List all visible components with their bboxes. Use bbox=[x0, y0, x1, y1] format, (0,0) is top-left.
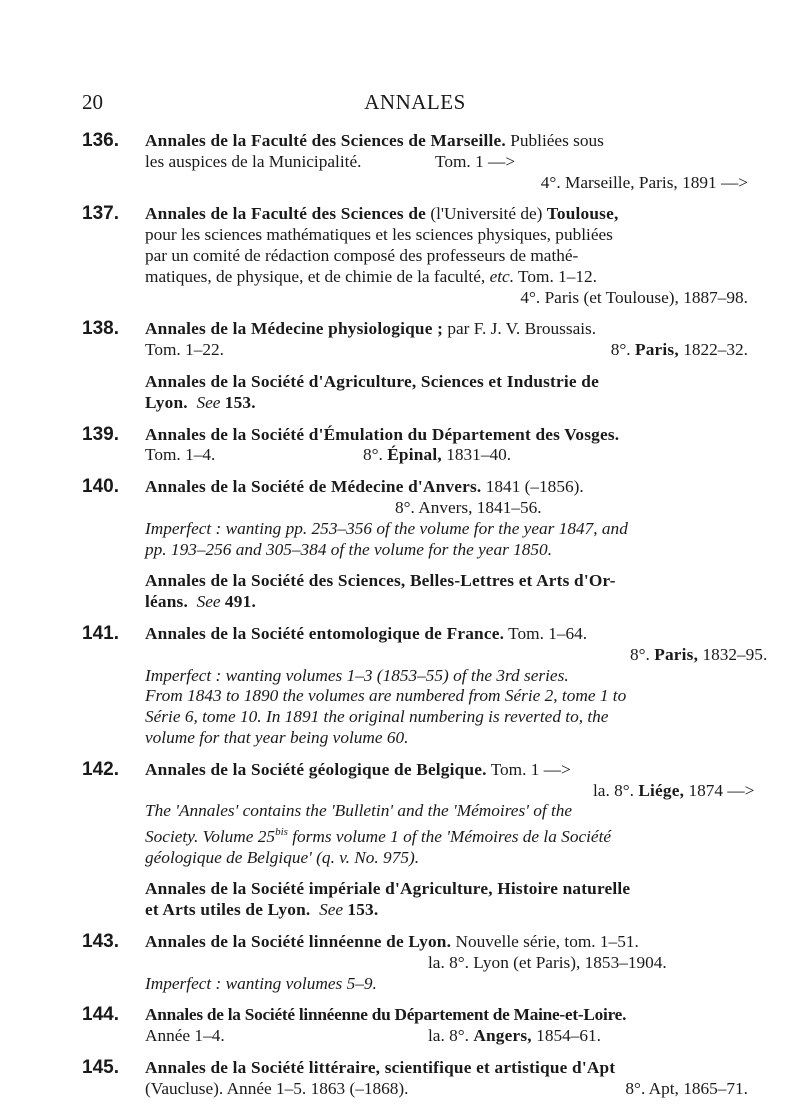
entry-number: 144. bbox=[82, 1004, 119, 1026]
entry-144 bbox=[82, 1005, 748, 1047]
note: The 'Annales' contains the 'Bulletin' and the 'Mémoires' of the bbox=[145, 801, 573, 821]
entry-number: 142. bbox=[82, 758, 119, 780]
imprint: Année 1–4. la. 8°. Angers, 1854–61. bbox=[145, 1026, 601, 1046]
imprint: la. 8°. Lyon (et Paris), 1853–1904. bbox=[428, 952, 667, 972]
entry-title: Annales de la Médecine physiologique ; bbox=[145, 319, 444, 339]
note: Imperfect : wanting volumes 1–3 (1853–55) of the 3rd series. bbox=[145, 665, 569, 685]
imprint: Tom. 1–22. 8°. Paris, 1822–32. bbox=[145, 340, 748, 360]
entry-141: 141. Annales de la Société entomologique de France. Tom. 1–64. 8°. Paris, 1832–95. Imperfect : wanting volumes 1–3 (1853–55) of the 3rd series. From 1843 to 1890 the volumes are numbered from Série 2, tome 1 to Série 6, tome 10. In 1891 the original numbering is reverted to, the volume for that year being volume 60. bbox=[82, 622, 768, 747]
imprint: 8°. Paris, 1832–95. bbox=[630, 644, 768, 664]
note: Imperfect : wanting pp. 253–356 of the volume for the year 1847, and bbox=[145, 518, 628, 538]
entry-title: Annales de la Société impériale d'Agriculture, Histoire naturelle bbox=[145, 879, 631, 899]
entry-title: Annales de la Société de Médecine d'Anvers. bbox=[145, 477, 482, 497]
entry-140: 140. Annales de la Société de Médecine d'Anvers. 1841 (–1856). 8°. Anvers, 1841–56. Imperfect : wanting pp. 253–356 of the volume for the year 1847, and pp. 193–256 and 305–384 of the volume for the year 1850. bbox=[82, 477, 748, 560]
imprint: Tom. 1–4. 8°. Épinal, 1831–40. bbox=[145, 445, 512, 465]
entry-137: 137. Annales de la Faculté des Sciences de (l'Université de) Toulouse, pour les sciences mathématiques et les sciences physiques, publiées par un comité de rédaction composé des professeurs de mathé- matiques, de physique, et de chimie de la faculté, etc. Tom. 1–12. 4°. Paris (et Toulouse), 1887–98. bbox=[82, 203, 748, 307]
cross-reference: Annales de la Société d'Agriculture, Sciences et Industrie de Lyon. See 153. bbox=[82, 372, 748, 414]
entry-number: 141. bbox=[82, 622, 119, 644]
catalogue-body bbox=[82, 130, 768, 1100]
entry-title: Annales de la Faculté des Sciences de Marseille. bbox=[145, 131, 506, 150]
entry-title: Annales de la Société d'Émulation du Département des Vosges. bbox=[145, 424, 620, 444]
entry-title: Annales de la Société linnéenne de Lyon. bbox=[145, 932, 452, 952]
entry-title: Annales de la Faculté des Sciences de bbox=[145, 204, 427, 224]
note: pp. 193–256 and 305–384 of the volume for the year 1850. bbox=[145, 539, 553, 559]
entry-139 bbox=[82, 425, 748, 467]
entry-title: Annales de la Société entomologique de France. bbox=[145, 623, 505, 643]
cross-reference: Annales de la Société impériale d'Agriculture, Histoire naturelle et Arts utiles de Lyon. See 153. bbox=[82, 879, 748, 921]
entry-number: 136. bbox=[82, 130, 119, 151]
note: From 1843 to 1890 the volumes are numbered from Série 2, tome 1 to bbox=[145, 686, 627, 706]
entry-number: 139. bbox=[82, 423, 119, 445]
entry-number: 138. bbox=[82, 318, 119, 340]
entry-text: Annales de la Faculté des Sciences de Marseille. Publiées sous bbox=[145, 131, 604, 150]
imprint: la. 8°. Liége, 1874 —> bbox=[593, 780, 755, 800]
entry-number: 137. bbox=[82, 203, 119, 225]
entry-title: Annales de la Société linnéenne du Département de Maine-et-Loire. bbox=[145, 1005, 627, 1025]
page-header bbox=[82, 90, 748, 116]
entry-143: 143. Annales de la Société linnéenne de Lyon. Nouvelle série, tom. 1–51. la. 8°. Lyon (et Paris), 1853–1904. Imperfect : wanting volumes 5–9. bbox=[82, 932, 748, 994]
entry-138: 138. Annales de la Médecine physiologique ; par F. J. V. Broussais. Tom. 1–22. 8°. Paris, 1822–32. bbox=[82, 318, 748, 360]
imprint: 8°. Apt, 1865–71. bbox=[625, 1078, 748, 1098]
note: volume for that year being volume 60. bbox=[145, 727, 409, 747]
running-title: ANNALES bbox=[364, 90, 466, 114]
imprint: 4°. Paris (et Toulouse), 1887–98. bbox=[520, 287, 748, 307]
imprint: 8°. Anvers, 1841–56. bbox=[395, 497, 542, 517]
note: Série 6, tome 10. In 1891 the original numbering is reverted to, the bbox=[145, 707, 609, 727]
entry-number: 143. bbox=[82, 931, 119, 953]
page-number: 20 bbox=[82, 90, 103, 114]
cross-reference: Annales de la Société des Sciences, Belles-Lettres et Arts d'Or- léans. See 491. bbox=[82, 571, 748, 613]
entry-title: Annales de la Société d'Agriculture, Sciences et Industrie de bbox=[145, 371, 599, 391]
entry-142: 142. Annales de la Société géologique de Belgique. Tom. 1 —> la. 8°. Liége, 1874 —> The 'Annales' contains the 'Bulletin' and the 'Mémoires' of the Society. Volume $25^{bis}$ forms volume 1 of the 'Mémoires de la Société géologique de Belgique' (q. v. No. 975). bbox=[82, 758, 755, 867]
entry-136: 136. Annales de la Faculté des Sciences de Marseille. Publiées sous les auspices de la Municipalité. Tom. 1 —> 4°. Marseille, Paris, 1891 —> bbox=[82, 130, 748, 192]
entry-number: 145. bbox=[82, 1057, 119, 1079]
entry-title: Annales de la Société des Sciences, Belles-Lettres et Arts d'Or- bbox=[145, 571, 616, 591]
entry-title: Annales de la Société littéraire, scientifique et artistique d'Apt bbox=[145, 1058, 616, 1078]
entry-145: 145. Annales de la Société littéraire, scientifique et artistique d'Apt (Vaucluse). Année 1–5. 1863 (–1868). 8°. Apt, 1865–71. bbox=[82, 1057, 748, 1098]
entry-number: 140. bbox=[82, 476, 119, 498]
note: Society. Volume $25^{bis}$ forms volume 1 of the 'Mémoires de la Société bbox=[145, 826, 612, 846]
note: Imperfect : wanting volumes 5–9. bbox=[145, 973, 377, 993]
note: géologique de Belgique' (q. v. No. 975). bbox=[145, 847, 420, 867]
entry-title: Annales de la Société géologique de Belgique. bbox=[145, 759, 487, 779]
imprint: 4°. Marseille, Paris, 1891 —> bbox=[540, 172, 748, 192]
